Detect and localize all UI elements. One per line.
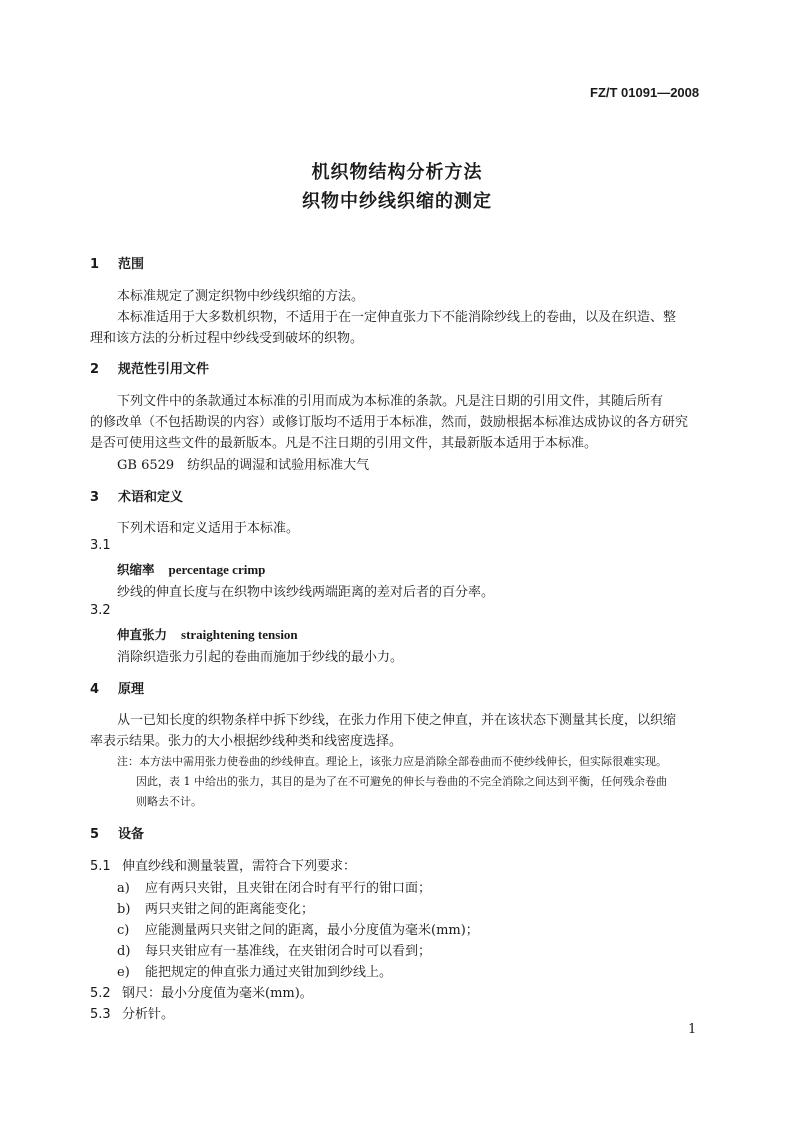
- section-title: 规范性引用文件: [118, 362, 210, 377]
- section-title: 术语和定义: [118, 490, 184, 505]
- document-title-line1: 机织物结构分析方法: [311, 162, 483, 183]
- list-item: [117, 898, 314, 917]
- paragraph: 从一已知长度的织物条样中拆下纱线，在张力作用下使之伸直，并在该状态下测量其长度，以织缩: [117, 713, 677, 728]
- paragraph: 是否可使用这些文件的最新版本。凡是不注日期的引用文件，其最新版本适用于本标准。: [90, 436, 598, 451]
- term-chinese: 伸直张力: [117, 627, 168, 642]
- list-item: [117, 877, 431, 896]
- note-continuation: 因此，表 1 中给出的张力，其目的是为了在不可避免的伸长与卷曲的不完全消除之间达到平衡，任何残余卷曲: [136, 775, 667, 788]
- paragraph: 的修改单（不包括勘误的内容）或修订版均不适用于本标准，然而，鼓励根据本标准达成协议的各方研究: [90, 415, 689, 430]
- clause-number: 5.1: [90, 859, 111, 874]
- list-item: [117, 961, 392, 980]
- list-marker: e): [117, 965, 130, 980]
- paragraph: 理和该方法的分析过程中纱线受到破坏的织物。: [90, 331, 364, 346]
- section-title: 原理: [118, 682, 145, 697]
- normative-reference: GB 6529 纺织品的调湿和试验用标准大气: [117, 458, 370, 473]
- clause-5-2: [90, 982, 313, 1001]
- section-number: 4: [90, 682, 100, 697]
- term-english: straightening tension: [181, 627, 298, 642]
- section-4-heading: [90, 678, 144, 697]
- note-continuation: 则略去不计。: [136, 795, 202, 808]
- list-text: 应有两只夹钳，且夹钳在闭合时有平行的钳口面；: [145, 881, 432, 896]
- list-marker: c): [117, 923, 130, 938]
- list-text: 每只夹钳应有一基准线，在夹钳闭合时可以看到；: [145, 944, 432, 959]
- term-chinese: 织缩率: [117, 562, 155, 577]
- paragraph: 下列文件中的条款通过本标准的引用而成为本标准的条款。凡是注日期的引用文件，其随后所有: [117, 394, 664, 409]
- note: 注：本方法中需用张力使卷曲的纱线伸直。理论上，该张力应是消除全部卷曲而不使纱线伸长，但实际很难实现。: [117, 755, 667, 768]
- document-title-line2: 织物中纱线织缩的测定: [302, 191, 492, 212]
- list-marker: a): [117, 881, 130, 896]
- section-number: 5: [90, 827, 100, 842]
- paragraph: 本标准规定了测定织物中纱线织缩的方法。: [117, 289, 365, 304]
- standard-number: FZ/T 01091—2008: [590, 85, 700, 100]
- term-definition: 消除织造张力引起的卷曲而施加于纱线的最小力。: [117, 650, 404, 665]
- list-text: 两只夹钳之间的距离能变化；: [145, 902, 315, 917]
- section-number: 1: [90, 257, 100, 272]
- clause-text: 分析针。: [122, 1007, 175, 1022]
- term-percentage-crimp: [117, 560, 265, 578]
- clause-number: 5.2: [90, 986, 111, 1001]
- section-title: 范围: [118, 257, 145, 272]
- term-english: percentage crimp: [168, 562, 266, 577]
- section-number: 2: [90, 362, 100, 377]
- page-number: 1: [688, 1022, 697, 1037]
- section-5-heading: [90, 823, 144, 842]
- section-number: 3: [90, 490, 100, 505]
- paragraph: 本标准适用于大多数机织物，不适用于在一定伸直张力下不能消除纱线上的卷曲，以及在织造、整: [117, 310, 677, 325]
- paragraph: 率表示结果。张力的大小根据纱线种类和线密度选择。: [90, 734, 403, 749]
- list-marker: b): [117, 902, 131, 917]
- paragraph: 下列术语和定义适用于本标准。: [117, 521, 300, 536]
- clause-5-3: [90, 1003, 174, 1022]
- clause-text: 钢尺：最小分度值为毫米(mm)。: [122, 986, 313, 1001]
- list-text: 能把规定的伸直张力通过夹钳加到纱线上。: [145, 965, 393, 980]
- section-2-heading: [90, 358, 209, 377]
- section-3-heading: [90, 486, 183, 505]
- list-marker: d): [117, 944, 131, 959]
- list-item: [117, 940, 431, 959]
- term-definition: 纱线的伸直长度与在织物中该纱线两端距离的差对后者的百分率。: [117, 585, 495, 600]
- clause-3-1-number: 3.1: [90, 538, 111, 553]
- clause-3-2-number: 3.2: [90, 603, 111, 618]
- clause-5-1: [90, 855, 356, 874]
- section-title: 设备: [118, 827, 145, 842]
- list-item: [117, 919, 479, 938]
- section-1-heading: [90, 253, 144, 272]
- clause-number: 5.3: [90, 1007, 111, 1022]
- list-text: 应能测量两只夹钳之间的距离，最小分度值为毫米(mm)；: [145, 923, 479, 938]
- clause-text: 伸直纱线和测量装置，需符合下列要求：: [122, 859, 357, 874]
- term-straightening-tension: [117, 625, 298, 643]
